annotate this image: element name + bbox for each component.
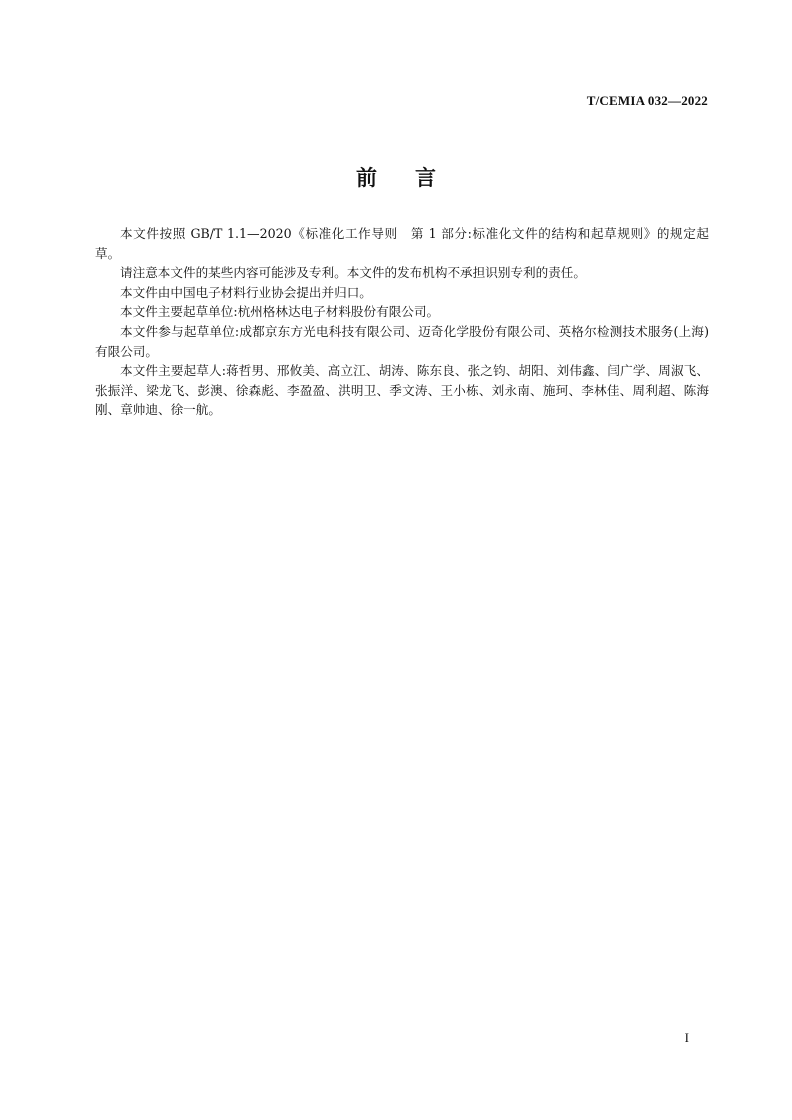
standard-code: T/CEMIA 032—2022 [586,93,708,108]
foreword-body [95,224,709,420]
paragraph-main-drafters: 本文件主要起草人:蒋哲男、邢攸美、高立江、胡涛、陈东良、张之钧、胡阳、刘伟鑫、闫广学、周淑飞、张振洋、梁龙飞、彭澳、徐森彪、李盈盈、洪明卫、季文涛、王小栋、刘永南、施珂、李林佳、周利超、陈海刚、章帅迪、徐一航。 [95,363,709,418]
page-title-part-1: 前 [356,166,377,190]
paragraph-main-drafting-unit: 本文件主要起草单位:杭州格林达电子材料股份有限公司。 [120,304,440,320]
paragraph-drafting-rules: 本文件按照 GB/T 1.1—2020《标准化工作导则 第 1 部分:标准化文件的结构和起草规则》的规定起草。 [95,226,709,261]
paragraph-patent-notice: 请注意本文件的某些内容可能涉及专利。本文件的发布机构不承担识别专利的责任。 [120,265,586,281]
page-number: I [684,1030,689,1045]
paragraph-participating-units: 本文件参与起草单位:成都京东方光电科技有限公司、迈奇化学股份有限公司、英格尔检测技术服务(上海)有限公司。 [95,323,709,359]
paragraph-proposer: 本文件由中国电子材料行业协会提出并归口。 [120,284,372,300]
page-title-part-2: 言 [415,166,436,190]
page-title [0,162,792,192]
